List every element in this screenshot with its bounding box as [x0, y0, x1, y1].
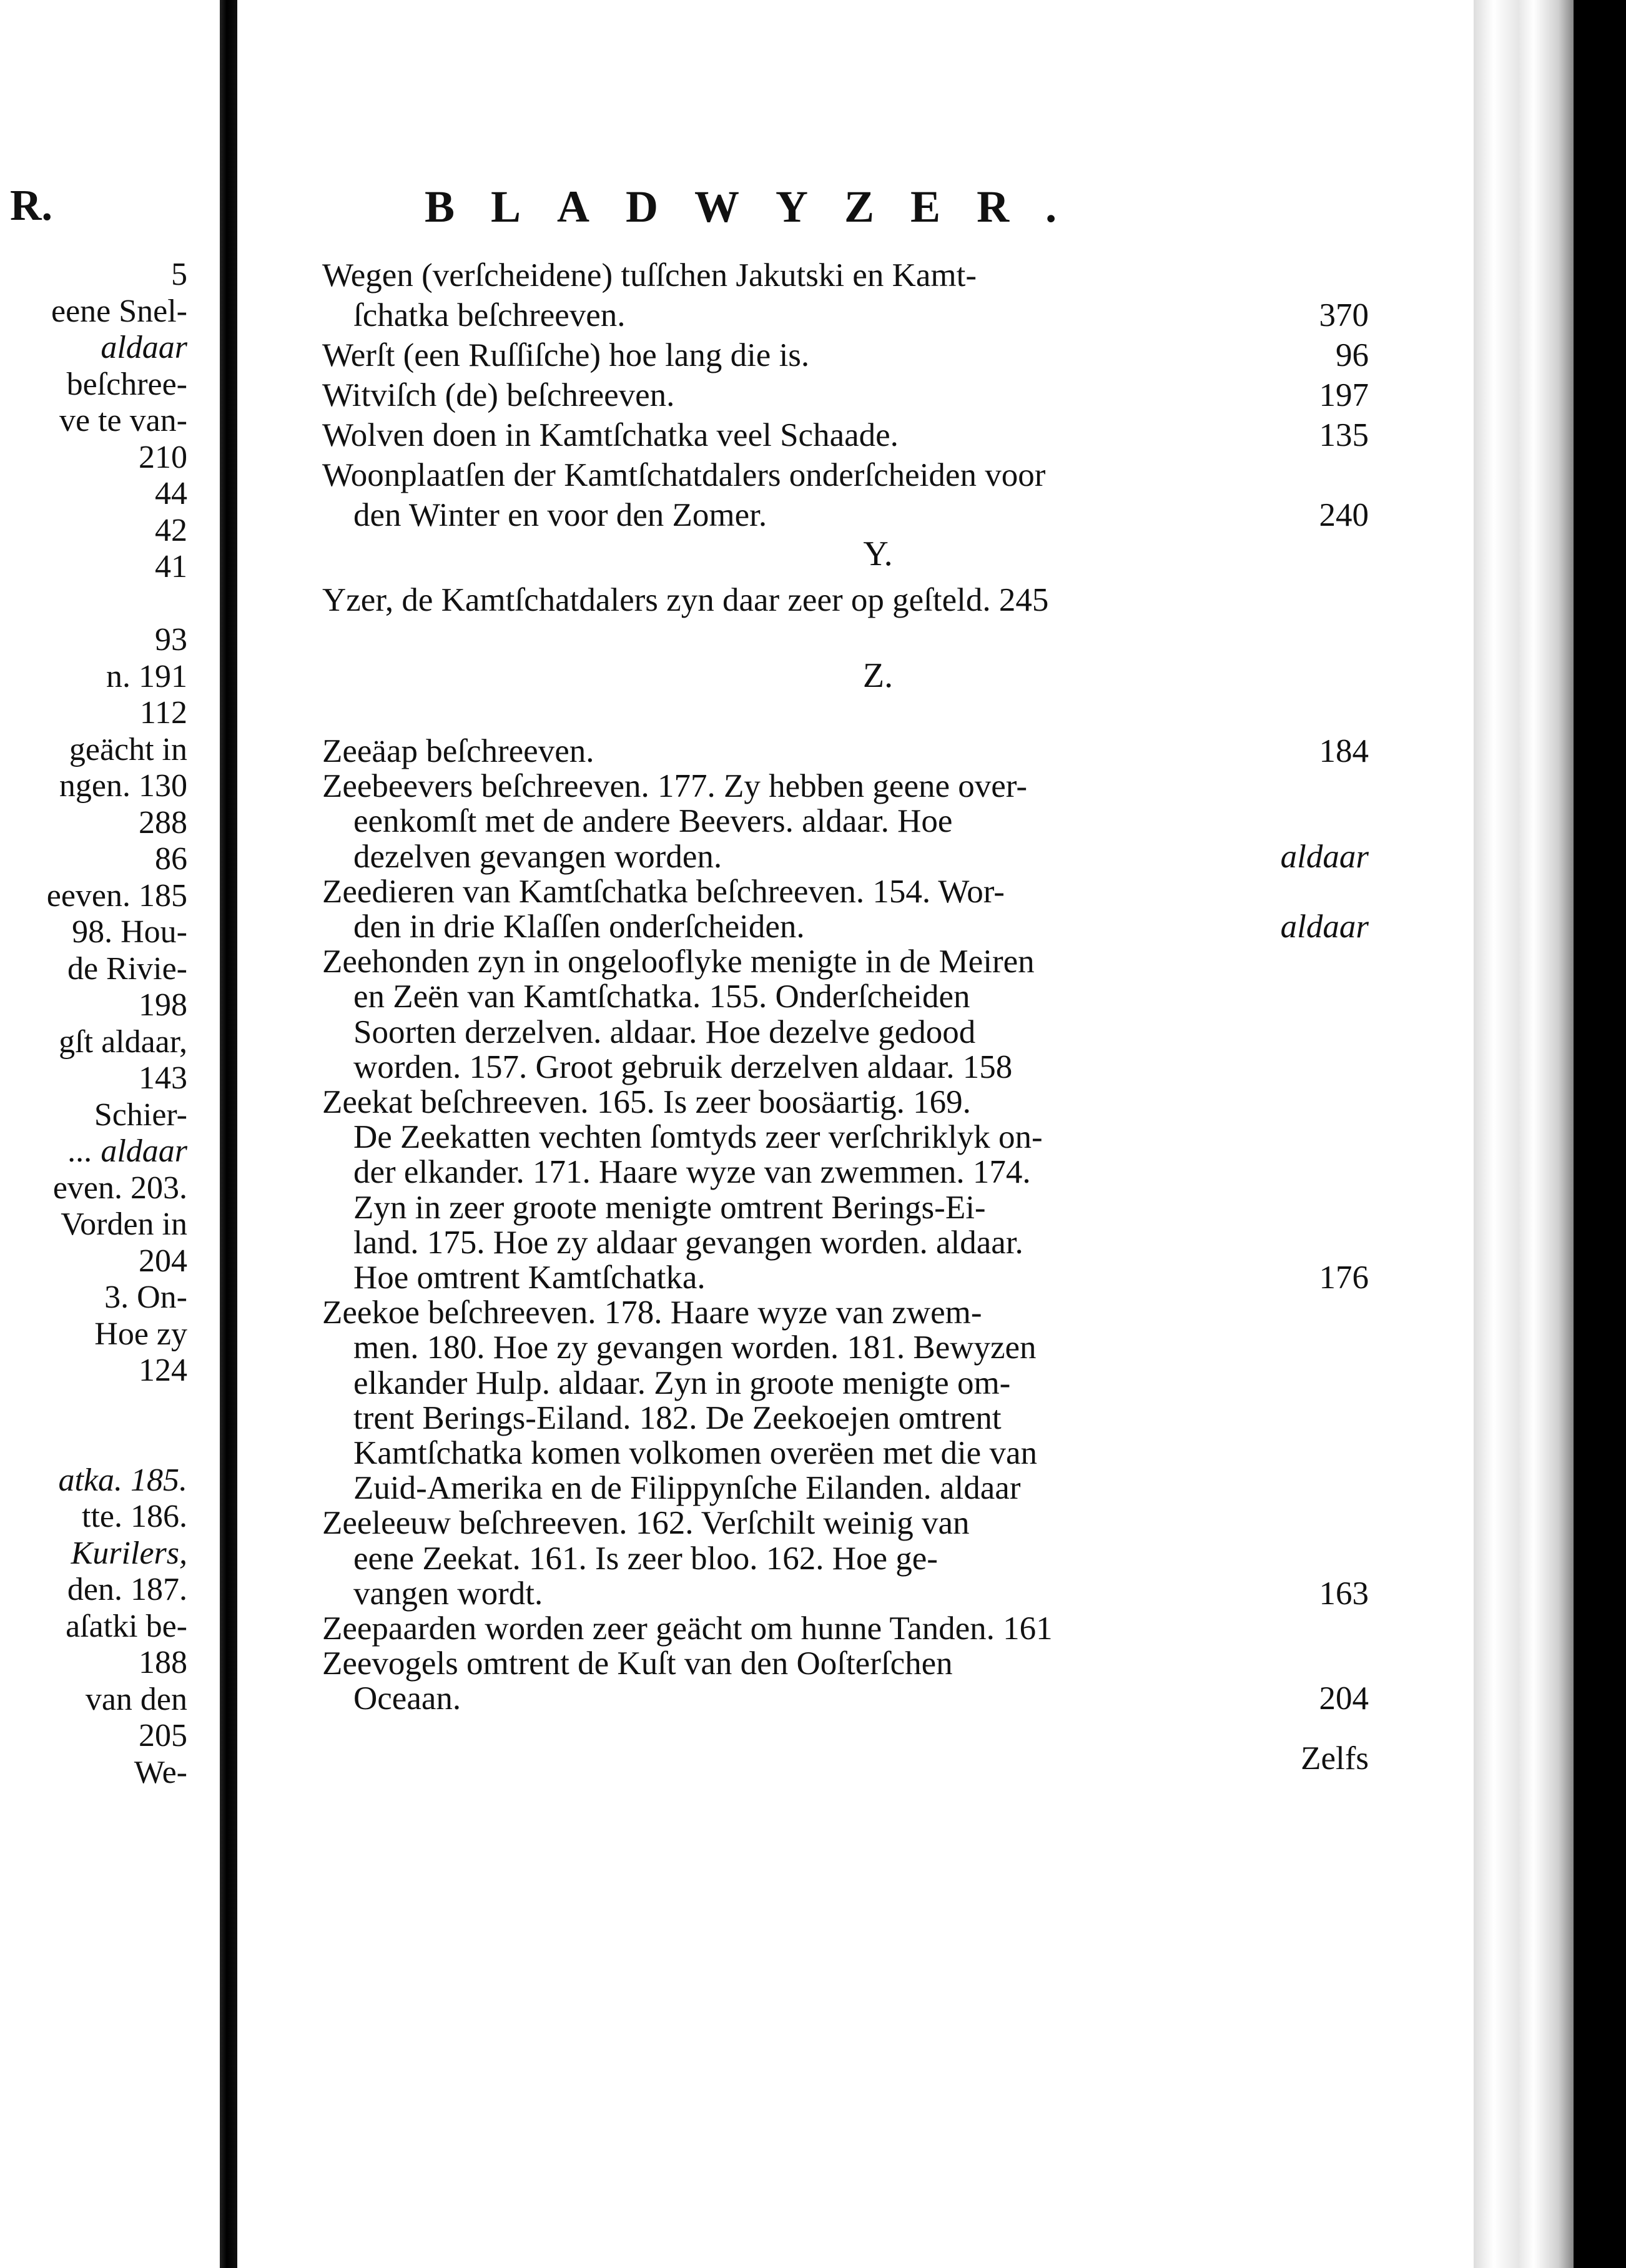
index-entry: [353, 1469, 1369, 1507]
index-entry: [322, 872, 1369, 911]
left-index-line: 86: [155, 841, 187, 877]
left-index-line: beſchree-: [66, 366, 187, 402]
index-entry: [353, 907, 1369, 946]
index-page: [237, 0, 1519, 2268]
index-entry: [353, 1048, 1369, 1087]
index-entry: [353, 1118, 1369, 1156]
left-index-line: We-: [134, 1754, 187, 1790]
entry-page-number: aldaar: [1280, 909, 1369, 945]
left-index-line: 204: [139, 1243, 187, 1279]
entry-text: Zeevogels omtrent de Kuſt van den Ooſterſchen: [322, 1645, 953, 1682]
left-index-line: 3. On-: [104, 1279, 187, 1315]
index-entry: [322, 767, 1369, 806]
left-index-line: geächt in: [69, 731, 187, 767]
index-entry: [353, 1188, 1369, 1227]
entry-text: Zeekat beſchreeven. 165. Is zeer boosäartig. 169.: [322, 1084, 971, 1120]
left-index-line: 198: [139, 987, 187, 1023]
index-entry: [353, 496, 1369, 535]
left-page-fragment: [0, 0, 220, 2268]
index-entry: [322, 376, 1369, 415]
entry-text: Zuid-Amerika en de Filippynſche Eilanden. aldaar: [353, 1470, 1021, 1507]
entry-text: Wegen (verſcheidene) tuſſchen Jakutski en Kamt-: [322, 257, 977, 293]
entry-text: Hoe omtrent Kamtſchatka.: [353, 1260, 706, 1296]
left-index-line: Schier-: [94, 1097, 187, 1133]
index-entry: [322, 416, 1369, 455]
left-index-line: Vorden in: [61, 1206, 187, 1242]
entry-text: Woonplaatſen der Kamtſchatdalers onderſcheiden voor: [322, 457, 1046, 493]
index-entry: [353, 1679, 1369, 1718]
entry-text: Zeedieren van Kamtſchatka beſchreeven. 154. Wor-: [322, 873, 1005, 910]
index-entry: [353, 1328, 1369, 1367]
left-index-line: 44: [155, 476, 187, 511]
entry-text: Zeeleeuw beſchreeven. 162. Verſchilt weinig van: [322, 1505, 970, 1542]
left-index-line: 124: [139, 1353, 187, 1388]
entry-page-number: 96: [1336, 337, 1369, 373]
index-entry: [353, 1258, 1369, 1297]
left-index-line: de Rivie-: [67, 950, 187, 987]
entry-page-number: 370: [1319, 297, 1369, 333]
index-entry: [322, 732, 1369, 771]
y-entry-text: Yzer, de Kamtſchatdalers zyn daar zeer op geſteld. 245: [322, 582, 1049, 618]
entry-text: vangen wordt.: [353, 1575, 543, 1612]
index-entry: [322, 1293, 1369, 1332]
entry-text: Zeepaarden worden zeer geächt om hunne Tanden. 161: [322, 1610, 1053, 1647]
entry-page-number: 184: [1319, 733, 1369, 769]
entry-text: De Zeekatten vechten ſomtyds zeer verſchriklyk on-: [353, 1119, 1043, 1156]
left-index-line: 98. Hou-: [72, 914, 187, 950]
entry-page-number: 240: [1319, 497, 1369, 533]
left-index-line: gſt aldaar,: [59, 1023, 187, 1060]
left-index-line: ... aldaar: [68, 1133, 187, 1169]
index-entry: [353, 1399, 1369, 1437]
left-index-line: 188: [139, 1645, 187, 1680]
left-running-head: R.: [10, 182, 53, 230]
entry-text: men. 180. Hoe zy gevangen worden. 181. Bewyzen: [353, 1329, 1037, 1366]
left-index-line: aldaar: [101, 330, 187, 365]
index-entry: [322, 1644, 1369, 1683]
entry-text: elkander Hulp. aldaar. Zyn in groote menigte om-: [353, 1364, 1011, 1401]
left-index-line: 143: [139, 1060, 187, 1096]
index-entry: [322, 456, 1369, 495]
entry-text: eenkomſt met de andere Beevers. aldaar. Hoe: [353, 803, 953, 840]
entry-page-number: 176: [1319, 1260, 1369, 1296]
index-entry: [353, 1434, 1369, 1472]
index-entry: [353, 1153, 1369, 1191]
entry-text: eene Zeekat. 161. Is zeer bloo. 162. Hoe ge-: [353, 1540, 938, 1577]
entry-text: Soorten derzelven. aldaar. Hoe dezelve gedood: [353, 1013, 976, 1050]
entry-page-number: aldaar: [1280, 838, 1369, 875]
index-entry: [353, 802, 1369, 841]
left-index-line: aſatki be-: [66, 1608, 187, 1644]
index-entry: [322, 1504, 1369, 1542]
index-entry: [353, 1364, 1369, 1403]
book-gutter: [220, 0, 237, 2268]
entry-page-number: 135: [1319, 417, 1369, 453]
left-index-line: eeven. 185: [46, 877, 187, 914]
left-index-line: eene Snel-: [51, 293, 187, 329]
index-entry: [353, 977, 1369, 1016]
left-index-line: den. 187.: [67, 1572, 187, 1607]
index-entry: [322, 1609, 1369, 1648]
entry-text: ſchatka beſchreeven.: [353, 297, 626, 333]
index-entry: [353, 296, 1369, 335]
entry-text: trent Berings-Eiland. 182. De Zeekoejen omtrent: [353, 1399, 1002, 1436]
entry-text: den in drie Klaſſen onderſcheiden.: [353, 909, 805, 945]
entry-text: Witviſch (de) beſchreeven.: [322, 377, 675, 413]
left-index-line: 205: [139, 1718, 187, 1753]
running-head: BLADWYZER.: [425, 182, 1093, 232]
entry-text: Zeekoe beſchreeven. 178. Haare wyze van zwem-: [322, 1294, 982, 1331]
entry-text: Kamtſchatka komen volkomen overëen met die van: [353, 1435, 1037, 1471]
left-index-line: 210: [139, 439, 187, 475]
index-entry: [353, 1574, 1369, 1613]
left-index-line: ngen. 130: [59, 768, 187, 804]
scan-border: [1574, 0, 1626, 2268]
index-entry: [353, 1539, 1369, 1578]
entry-page-number: 163: [1319, 1575, 1369, 1612]
entry-text: den Winter en voor den Zomer.: [353, 497, 767, 533]
entry-text: Zeehonden zyn in ongelooflyke menigte in de Meiren: [322, 944, 1035, 980]
entry-text: land. 175. Hoe zy aldaar gevangen worden. aldaar.: [353, 1224, 1023, 1261]
index-entry: [353, 1013, 1369, 1052]
left-index-line: 93: [155, 622, 187, 658]
index-entry: [322, 336, 1369, 375]
entry-text: Oceaan.: [353, 1680, 461, 1717]
index-entry: [353, 837, 1369, 876]
left-index-line: 112: [139, 695, 187, 731]
index-entry: [322, 942, 1369, 981]
entry-text: worden. 157. Groot gebruik derzelven aldaar. 158: [353, 1048, 1013, 1085]
catchword: Zelfs: [1301, 1740, 1369, 1777]
entry-text: Zyn in zeer groote menigte omtrent Berings-Ei-: [353, 1189, 986, 1226]
entry-text: Werſt (een Ruſſiſche) hoe lang die is.: [322, 337, 810, 373]
left-index-line: tte. 186.: [82, 1499, 187, 1534]
index-entry: [322, 256, 1369, 295]
entry-text: Zeeäap beſchreeven.: [322, 733, 594, 769]
index-entry: [353, 1223, 1369, 1262]
section-letter-y: Y.: [863, 535, 893, 573]
page-edge: [1474, 0, 1574, 2268]
left-index-line: van den: [85, 1681, 187, 1717]
section-letter-z: Z.: [862, 656, 894, 695]
left-index-line: Hoe zy: [94, 1316, 187, 1352]
y-entry: [322, 581, 1369, 619]
left-index-line: even. 203.: [52, 1170, 187, 1206]
entry-text: en Zeën van Kamtſchatka. 155. Onderſcheiden: [353, 979, 970, 1015]
left-index-line: ve te van-: [59, 403, 187, 438]
entry-text: Wolven doen in Kamtſchatka veel Schaade.: [322, 417, 899, 453]
entry-text: dezelven gevangen worden.: [353, 838, 722, 875]
entry-page-number: 197: [1319, 377, 1369, 413]
left-index-line: 288: [139, 804, 187, 841]
index-entry: [322, 1083, 1369, 1122]
left-index-line: atka. 185.: [58, 1462, 187, 1498]
entry-text: Zeebeevers beſchreeven. 177. Zy hebben geene over-: [322, 768, 1028, 805]
left-index-line: 42: [155, 512, 187, 548]
left-index-line: 41: [155, 549, 187, 584]
entry-page-number: 204: [1319, 1680, 1369, 1717]
left-index-line: 5: [171, 257, 187, 292]
entry-text: der elkander. 171. Haare wyze van zwemmen. 174.: [353, 1154, 1031, 1191]
left-index-line: Kurilers,: [71, 1535, 187, 1571]
left-index-line: n. 191: [106, 658, 187, 694]
